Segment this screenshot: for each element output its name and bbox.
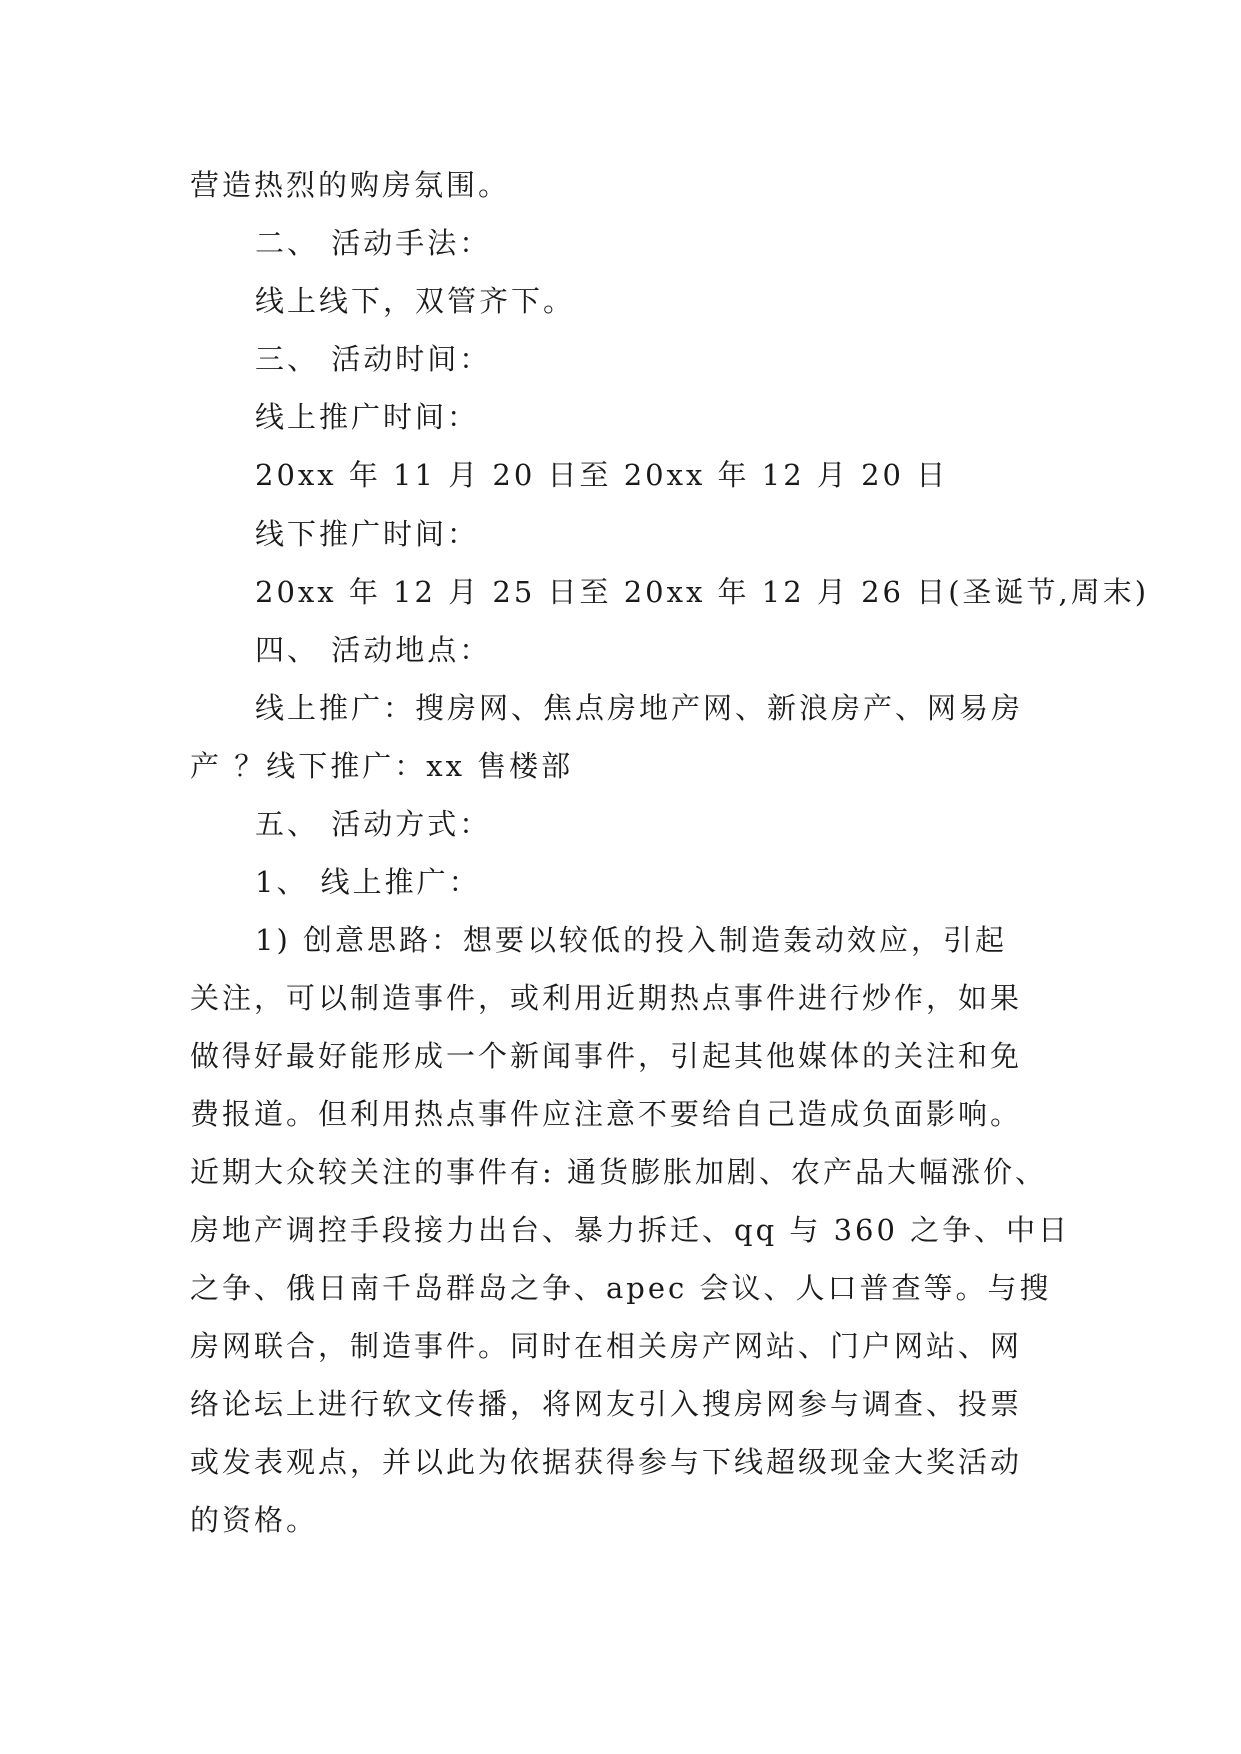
- paragraph-line: 线上线下，双管齐下。: [255, 284, 576, 318]
- section-heading: 三、 活动时间：: [255, 342, 492, 376]
- paragraph-line: 产 ？线下推广：xx 售楼部: [190, 749, 574, 783]
- paragraph-line: 线上推广时间：: [255, 400, 480, 434]
- paragraph-line: 营造热烈的购房氛围。: [190, 168, 511, 202]
- paragraph-line: 做得好最好能形成一个新闻事件，引起其他媒体的关注和免: [190, 1039, 1023, 1073]
- section-heading: 二、 活动手法：: [255, 226, 492, 260]
- paragraph-line: 线上推广：搜房网、焦点房地产网、新浪房产、网易房: [255, 691, 1024, 725]
- paragraph-line: 络论坛上进行软文传播，将网友引入搜房网参与调查、投票: [190, 1387, 1023, 1421]
- paragraph-line: 近期大众较关注的事件有: 通货膨胀加剧、农产品大幅涨价、: [190, 1155, 1047, 1189]
- paragraph-line: 房地产调控手段接力出台、暴力拆迁、qq 与 360 之争、中日: [190, 1213, 1071, 1247]
- paragraph-line: 的资格。: [190, 1503, 319, 1537]
- paragraph-line: 线下推广时间：: [255, 517, 480, 551]
- paragraph-line: 20xx 年 12 月 25 日至 20xx 年 12 月 26 日(圣诞节,周末): [255, 575, 1150, 609]
- paragraph-line: 1) 创意思路：想要以较低的投入制造轰动效应，引起: [255, 923, 1007, 957]
- paragraph-line: 之争、俄日南千岛群岛之争、apec 会议、人口普查等。与搜: [190, 1271, 1052, 1305]
- section-heading: 四、 活动地点：: [255, 633, 492, 667]
- paragraph-line: 房网联合，制造事件。同时在相关房产网站、门户网站、网: [190, 1329, 1023, 1363]
- paragraph-line: 费报道。但利用热点事件应注意不要给自己造成负面影响。: [190, 1097, 1023, 1131]
- subsection-heading: 1、 线上推广：: [255, 865, 481, 899]
- section-heading: 五、 活动方式：: [255, 807, 492, 841]
- paragraph-line: 关注，可以制造事件，或利用近期热点事件进行炒作，如果: [190, 981, 1023, 1015]
- paragraph-line: 或发表观点，并以此为依据获得参与下线超级现金大奖活动: [190, 1445, 1023, 1479]
- paragraph-line: 20xx 年 11 月 20 日至 20xx 年 12 月 20 日: [255, 458, 949, 492]
